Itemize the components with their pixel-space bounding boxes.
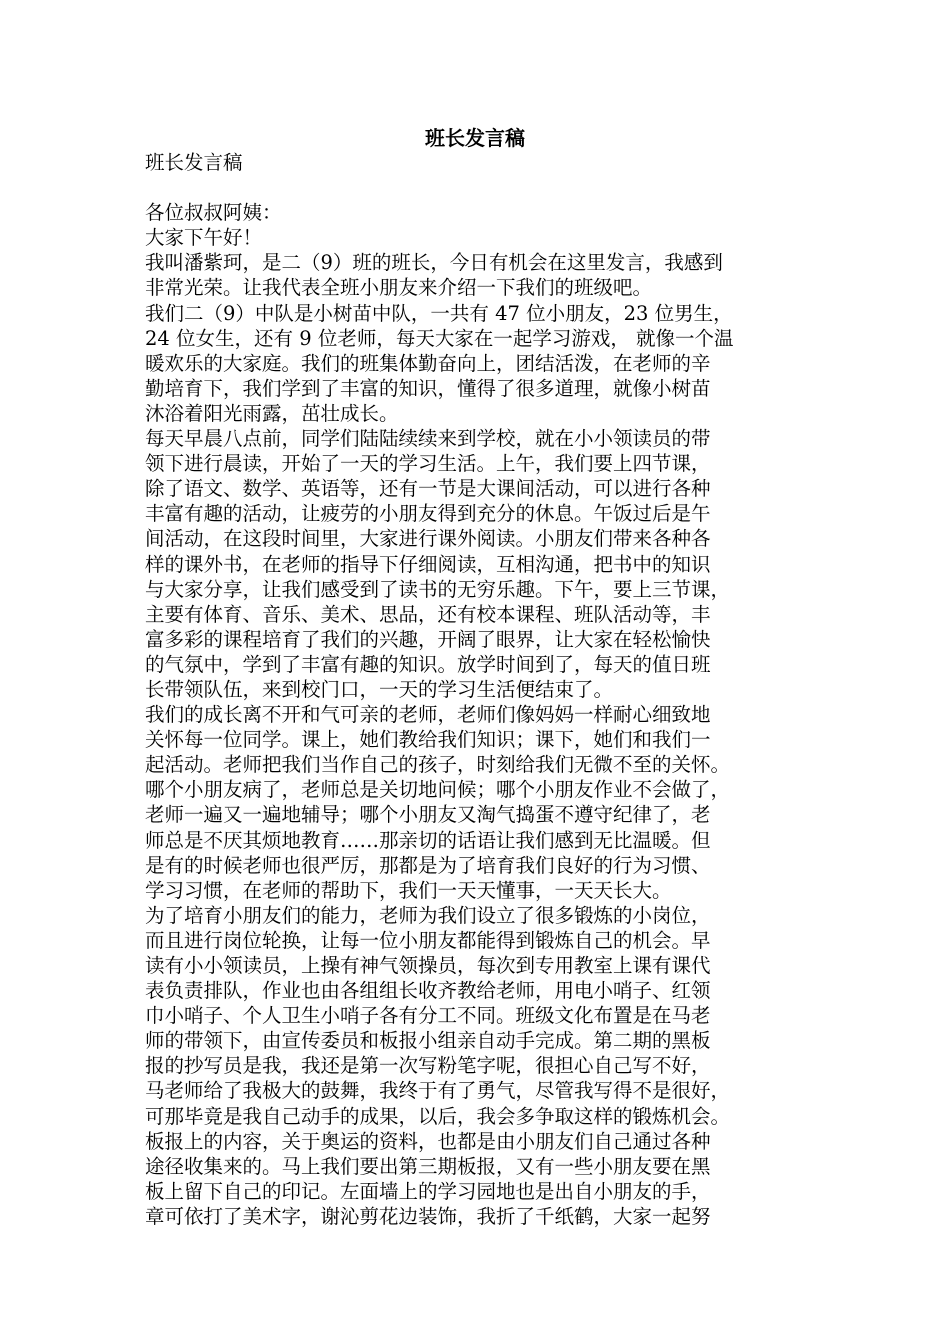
paragraph-line: 读有小小领读员，上操有神气领操员，每次到专用教室上课有课代 [145,954,711,977]
paragraph-line: 师的带领下，由宣传委员和板报小组亲自动手完成。第二期的黑板 [145,1029,711,1053]
document-body [145,150,810,1229]
paragraph-line: 途径收集来的。马上我们要出第三期板报，又有一些小朋友要在黑 [145,1154,711,1178]
paragraph-line: 章可依打了美术字，谢沁剪花边装饰，我折了千纸鹤，大家一起努 [145,1204,711,1228]
paragraph-line: 关怀每一位同学。课上，她们教给我们知识；课下，她们和我们一 [145,728,711,752]
paragraph [145,250,810,300]
paragraph-line: 与大家分享，让我们感受到了读书的无穷乐趣。下午，要上三节课， [145,577,731,601]
paragraph-line: 富多彩的课程培育了我们的兴趣，开阔了眼界，让大家在轻松愉快 [145,627,711,651]
paragraph [145,426,810,702]
paragraph-line: 每天早晨八点前，同学们陆陆续续来到学校，就在小小领读员的带 [145,427,711,451]
paragraph-line: 巾小哨子、个人卫生小哨子各有分工不同。班级文化布置是在马老 [145,1004,711,1028]
blank-line [145,175,810,200]
paragraph-line: 沐浴着阳光雨露，茁壮成长。 [145,401,399,425]
paragraph-line: 非常光荣。让我代表全班小朋友来介绍一下我们的班级吧。 [145,276,653,300]
paragraph-line: 我叫潘紫珂，是二（9）班的班长，今日有机会在这里发言，我感到 [145,251,723,275]
paragraph-line: 我们二（9）中队是小树苗中队，一共有 47 位小朋友，23 位男生， [145,301,733,325]
paragraph-line: 报的抄写员是我，我还是第一次写粉笔字呢，很担心自己写不好， [145,1054,711,1078]
paragraph-line: 表负责排队，作业也由各组组长收齐教给老师，用电小哨子、红领 [145,979,711,1003]
paragraph-line: 丰富有趣的活动，让疲劳的小朋友得到充分的休息。午饭过后是午 [145,502,711,526]
document-subtitle: 班长发言稿 [145,151,243,174]
paragraph-line: 而且进行岗位轮换，让每一位小朋友都能得到锻炼自己的机会。早 [145,928,711,952]
paragraph-line: 老师一遍又一遍地辅导；哪个小朋友又淘气捣蛋不遵守纪律了，老 [145,803,711,827]
paragraph-line: 板报上的内容，关于奥运的资料，也都是由小朋友们自己通过各种 [145,1129,711,1153]
paragraph [145,702,810,903]
paragraph-line: 哪个小朋友病了，老师总是关切地问候；哪个小朋友作业不会做了， [145,778,731,802]
paragraph-line: 间活动，在这段时间里，大家进行课外阅读。小朋友们带来各种各 [145,527,711,551]
paragraph-line: 学习习惯，在老师的帮助下，我们一天天懂事，一天天长大。 [145,878,672,902]
paragraph [145,301,810,426]
document-title: 班长发言稿 [425,126,525,150]
paragraph-line: 马老师给了我极大的鼓舞，我终于有了勇气，尽管我写得不是很好， [145,1079,731,1103]
paragraph-line: 可那毕竟是我自己动手的成果，以后，我会多争取这样的锻炼机会。 [145,1104,731,1128]
paragraph-line: 主要有体育、音乐、美术、思品，还有校本课程、班队活动等，丰 [145,602,711,626]
paragraph-line: 样的课外书，在老师的指导下仔细阅读，互相沟通，把书中的知识 [145,552,711,576]
paragraph [145,903,810,1229]
paragraph-line: 我们的成长离不开和气可亲的老师，老师们像妈妈一样耐心细致地 [145,703,711,727]
paragraph-line: 板上留下自己的印记。左面墙上的学习园地也是出自小朋友的手， [145,1179,711,1203]
paragraph-line: 暖欢乐的大家庭。我们的班集体勤奋向上，团结活泼，在老师的辛 [145,351,711,375]
paragraph-line: 除了语文、数学、英语等，还有一节是大课间活动，可以进行各种 [145,477,711,501]
salutation-line: 大家下午好！ [145,226,263,250]
greeting-line: 各位叔叔阿姨： [145,201,282,225]
paragraph-line: 师总是不厌其烦地教育……那亲切的话语让我们感到无比温暖。但 [145,828,711,852]
paragraph-line: 起活动。老师把我们当作自己的孩子，时刻给我们无微不至的关怀。 [145,753,731,777]
paragraph-line: 的气氛中，学到了丰富有趣的知识。放学时间到了，每天的值日班 [145,652,711,676]
paragraph-line: 勤培育下，我们学到了丰富的知识，懂得了很多道理，就像小树苗 [145,376,711,400]
paragraph-line: 长带领队伍，来到校门口，一天的学习生活便结束了。 [145,677,614,701]
paragraph-line: 24 位女生，还有 9 位老师，每天大家在一起学习游戏， 就像一个温 [145,326,734,350]
paragraph-line: 为了培育小朋友们的能力，老师为我们设立了很多锻炼的小岗位， [145,903,711,927]
paragraph-line: 领下进行晨读，开始了一天的学习生活。上午，我们要上四节课， [145,452,711,476]
paragraph-line: 是有的时候老师也很严厉，那都是为了培育我们良好的行为习惯、 [145,853,711,877]
